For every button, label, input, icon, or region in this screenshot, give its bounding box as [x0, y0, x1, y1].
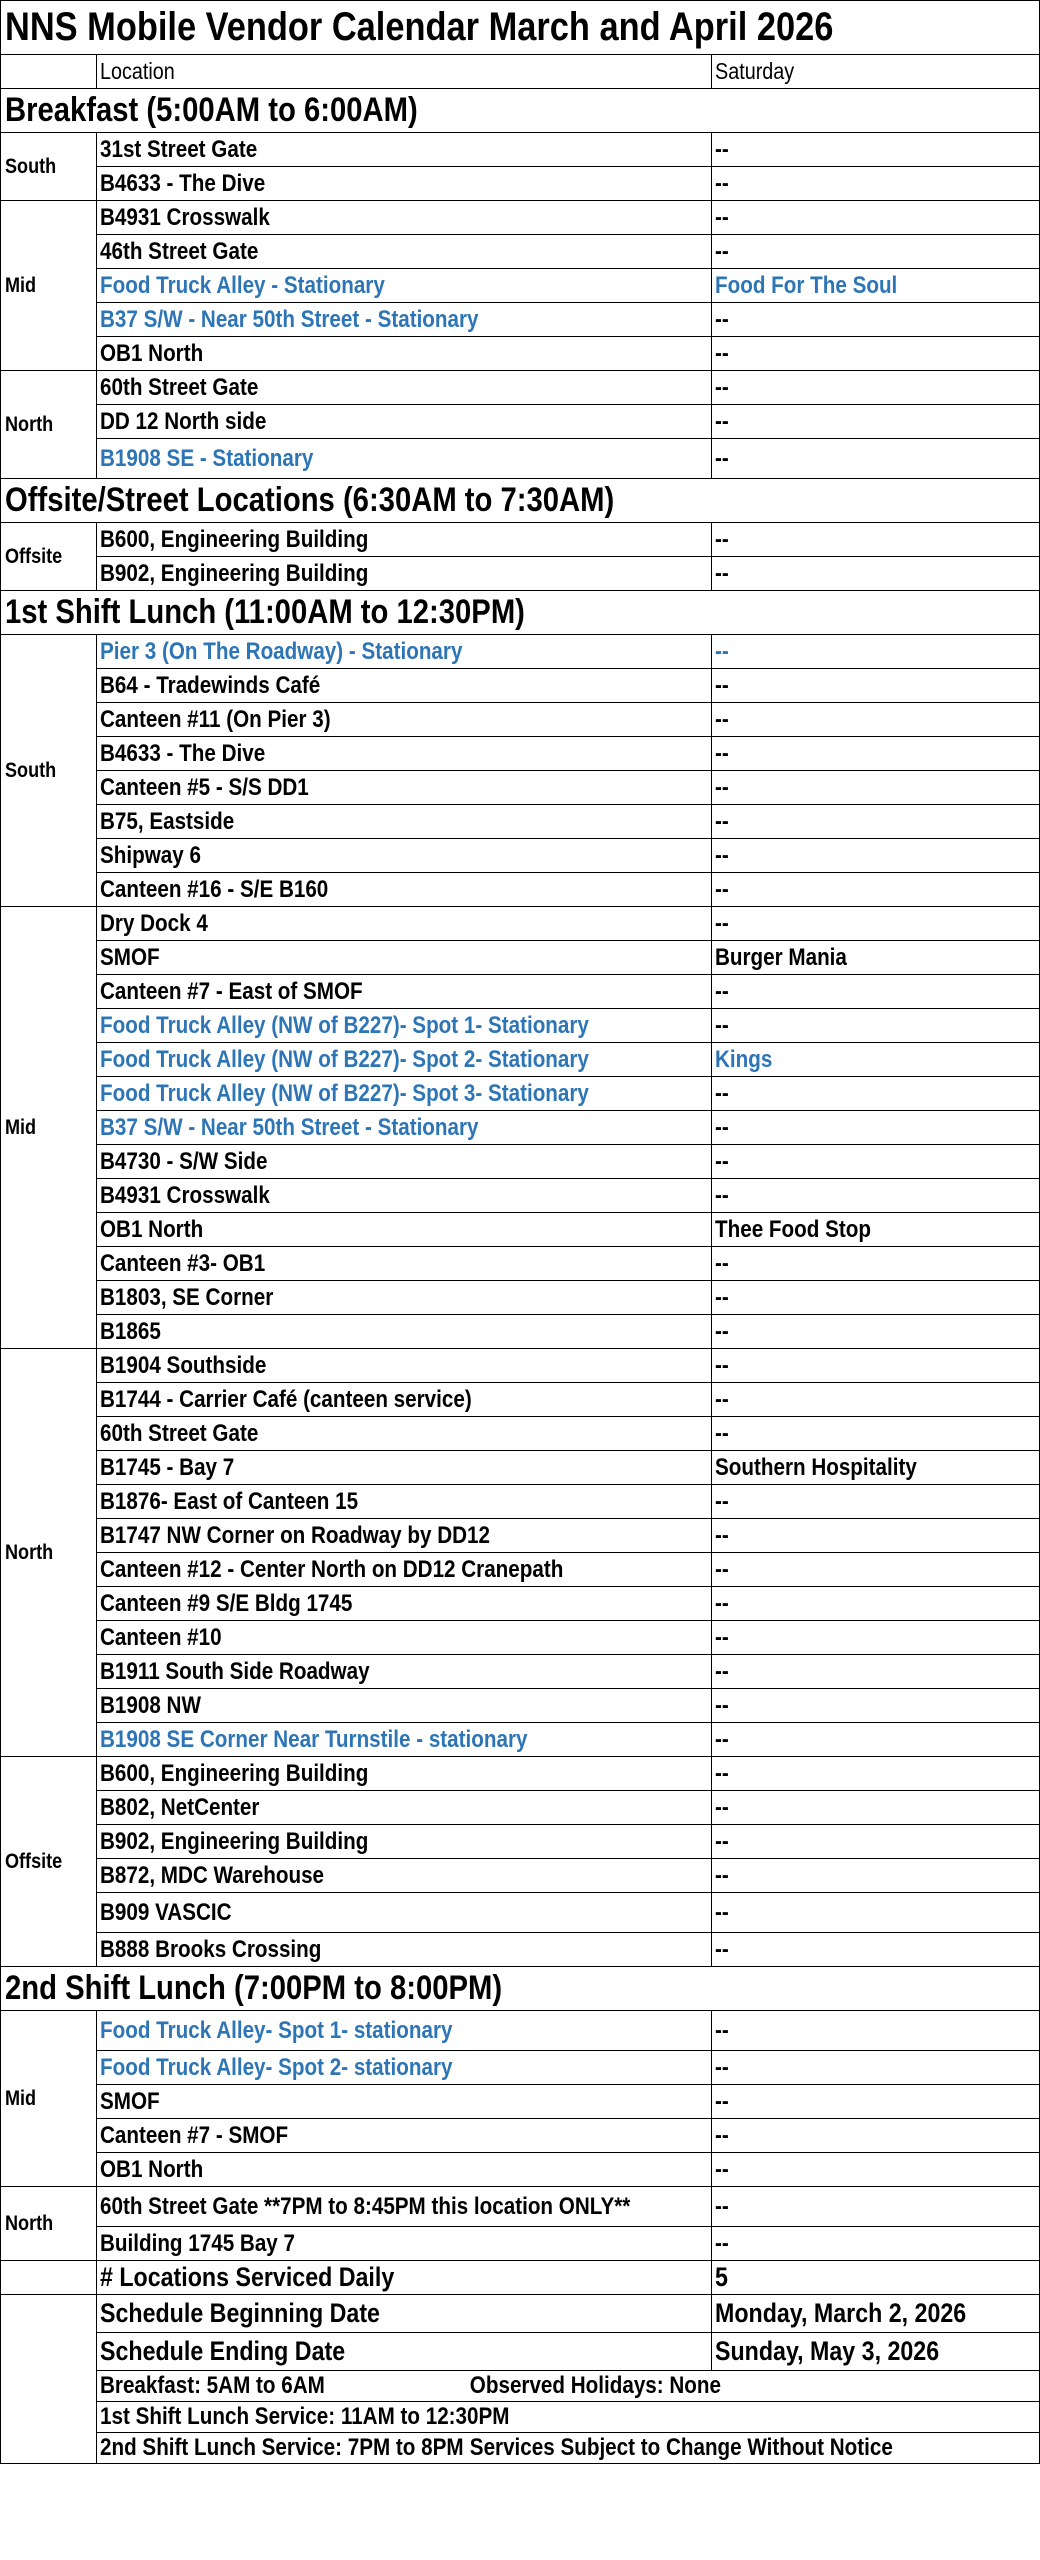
section-header-row — [1, 1967, 1040, 2011]
vendor-cell: -- — [712, 635, 1040, 669]
location-cell: B1911 South Side Roadway — [97, 1655, 712, 1689]
location-cell: B600, Engineering Building — [97, 1757, 712, 1791]
vendor-cell: Thee Food Stop — [712, 1213, 1040, 1247]
location-cell: SMOF — [97, 2085, 712, 2119]
vendor-cell: -- — [712, 405, 1040, 439]
vendor-cell: Kings — [712, 1043, 1040, 1077]
location-cell: Canteen #5 - S/S DD1 — [97, 771, 712, 805]
vendor-cell: -- — [712, 1111, 1040, 1145]
table-row — [1, 805, 1040, 839]
schedule-end-row — [1, 2333, 1040, 2371]
section-header-row — [1, 89, 1040, 133]
location-cell: Dry Dock 4 — [97, 907, 712, 941]
header-row — [1, 55, 1040, 89]
location-cell: B37 S/W - Near 50th Street - Stationary — [97, 303, 712, 337]
vendor-cell: -- — [712, 2051, 1040, 2085]
vendor-cell: -- — [712, 1757, 1040, 1791]
vendor-cell: -- — [712, 805, 1040, 839]
area-label: Mid — [1, 907, 97, 1349]
location-cell: B1747 NW Corner on Roadway by DD12 — [97, 1519, 712, 1553]
location-cell: B4633 - The Dive — [97, 167, 712, 201]
table-row — [1, 1893, 1040, 1933]
footer-breakfast-row-cell: Breakfast: 5AM to 6AM Observed Holidays: None — [97, 2371, 1040, 2402]
location-cell: B75, Eastside — [97, 805, 712, 839]
location-cell: Canteen #7 - SMOF — [97, 2119, 712, 2153]
vendor-cell: -- — [712, 1933, 1040, 1967]
table-row — [1, 1281, 1040, 1315]
area-label: Mid — [1, 2011, 97, 2187]
location-cell: Food Truck Alley- Spot 1- stationary — [97, 2011, 712, 2051]
vendor-cell: -- — [712, 1145, 1040, 1179]
location-cell: B872, MDC Warehouse — [97, 1859, 712, 1893]
location-cell: B902, Engineering Building — [97, 557, 712, 591]
location-cell: B1908 SE Corner Near Turnstile - stationary — [97, 1723, 712, 1757]
footer-breakfast-row — [1, 2371, 1040, 2402]
area-label: South — [1, 635, 97, 907]
table-row — [1, 1383, 1040, 1417]
location-cell: OB1 North — [97, 1213, 712, 1247]
location-cell: Canteen #9 S/E Bldg 1745 — [97, 1587, 712, 1621]
table-row — [1, 1859, 1040, 1893]
locations-count-value: 5 — [712, 2261, 1040, 2295]
vendor-cell: -- — [712, 2119, 1040, 2153]
table-row — [1, 1485, 1040, 1519]
vendor-cell: -- — [712, 557, 1040, 591]
vendor-cell: -- — [712, 873, 1040, 907]
location-cell: B909 VASCIC — [97, 1893, 712, 1933]
location-cell: B4931 Crosswalk — [97, 201, 712, 235]
table-row — [1, 557, 1040, 591]
vendor-cell: -- — [712, 1315, 1040, 1349]
header-location: Location — [97, 55, 712, 89]
vendor-cell: -- — [712, 201, 1040, 235]
table-row — [1, 1621, 1040, 1655]
vendor-cell: -- — [712, 1587, 1040, 1621]
vendor-cell: Southern Hospitality — [712, 1451, 1040, 1485]
schedule-begin-value: Monday, March 2, 2026 — [712, 2295, 1040, 2333]
location-cell: Canteen #7 - East of SMOF — [97, 975, 712, 1009]
schedule-end-label: Schedule Ending Date — [97, 2333, 712, 2371]
vendor-cell: -- — [712, 1519, 1040, 1553]
location-cell: OB1 North — [97, 337, 712, 371]
location-cell: 60th Street Gate — [97, 1417, 712, 1451]
vendor-cell: -- — [712, 167, 1040, 201]
location-cell: B1803, SE Corner — [97, 1281, 712, 1315]
area-label: Offsite — [1, 1757, 97, 1967]
vendor-cell: -- — [712, 1179, 1040, 1213]
location-cell: B1876- East of Canteen 15 — [97, 1485, 712, 1519]
table-row — [1, 1519, 1040, 1553]
table-row — [1, 975, 1040, 1009]
table-row — [1, 1417, 1040, 1451]
table-row — [1, 1145, 1040, 1179]
summary-side-cell — [1, 2295, 97, 2464]
vendor-cell: -- — [712, 1009, 1040, 1043]
table-row — [1, 1315, 1040, 1349]
location-cell: B802, NetCenter — [97, 1791, 712, 1825]
location-cell: OB1 North — [97, 2153, 712, 2187]
vendor-calendar-body — [1, 1, 1040, 2464]
vendor-cell: -- — [712, 371, 1040, 405]
location-cell: Canteen #3- OB1 — [97, 1247, 712, 1281]
schedule-begin-row — [1, 2295, 1040, 2333]
location-cell: B888 Brooks Crossing — [97, 1933, 712, 1967]
vendor-cell: -- — [712, 2011, 1040, 2051]
vendor-cell: -- — [712, 1621, 1040, 1655]
table-row — [1, 1655, 1040, 1689]
table-row — [1, 635, 1040, 669]
vendor-cell: Food For The Soul — [712, 269, 1040, 303]
vendor-cell: -- — [712, 1825, 1040, 1859]
vendor-cell: -- — [712, 1485, 1040, 1519]
table-row — [1, 1213, 1040, 1247]
location-cell: SMOF — [97, 941, 712, 975]
table-row — [1, 941, 1040, 975]
title-row — [1, 1, 1040, 55]
locations-count-row — [1, 2261, 1040, 2295]
vendor-cell: -- — [712, 1383, 1040, 1417]
vendor-cell: -- — [712, 975, 1040, 1009]
table-row — [1, 2085, 1040, 2119]
vendor-cell: -- — [712, 1655, 1040, 1689]
location-cell: B4730 - S/W Side — [97, 1145, 712, 1179]
location-cell: DD 12 North side — [97, 405, 712, 439]
location-cell: 60th Street Gate **7PM to 8:45PM this location ONLY** — [97, 2187, 712, 2227]
table-row — [1, 703, 1040, 737]
vendor-cell: -- — [712, 1417, 1040, 1451]
vendor-cell: -- — [712, 703, 1040, 737]
location-cell: Food Truck Alley - Stationary — [97, 269, 712, 303]
vendor-cell: -- — [712, 2227, 1040, 2261]
location-cell: B37 S/W - Near 50th Street - Stationary — [97, 1111, 712, 1145]
table-row — [1, 669, 1040, 703]
table-row — [1, 2119, 1040, 2153]
locations-count-label: # Locations Serviced Daily — [97, 2261, 712, 2295]
vendor-cell: -- — [712, 737, 1040, 771]
location-cell: B1904 Southside — [97, 1349, 712, 1383]
vendor-cell: -- — [712, 1553, 1040, 1587]
section-title: Breakfast (5:00AM to 6:00AM) — [1, 89, 1040, 133]
section-header-row — [1, 479, 1040, 523]
vendor-cell: -- — [712, 771, 1040, 805]
table-row — [1, 1791, 1040, 1825]
location-cell: 31st Street Gate — [97, 133, 712, 167]
vendor-cell: -- — [712, 1281, 1040, 1315]
location-cell: Canteen #11 (On Pier 3) — [97, 703, 712, 737]
table-row — [1, 1247, 1040, 1281]
table-row — [1, 1825, 1040, 1859]
location-cell: B1908 SE - Stationary — [97, 439, 712, 479]
table-row — [1, 337, 1040, 371]
header-saturday: Saturday — [712, 55, 1040, 89]
location-cell: Canteen #16 - S/E B160 — [97, 873, 712, 907]
section-header-row — [1, 591, 1040, 635]
location-cell: Food Truck Alley- Spot 2- stationary — [97, 2051, 712, 2085]
section-title: 2nd Shift Lunch (7:00PM to 8:00PM) — [1, 1967, 1040, 2011]
schedule-begin-label: Schedule Beginning Date — [97, 2295, 712, 2333]
location-cell: Shipway 6 — [97, 839, 712, 873]
vendor-cell: -- — [712, 1077, 1040, 1111]
table-row — [1, 1043, 1040, 1077]
table-row — [1, 523, 1040, 557]
table-row — [1, 269, 1040, 303]
area-label: Mid — [1, 201, 97, 371]
table-row — [1, 1349, 1040, 1383]
footer-first-shift-row-cell: 1st Shift Lunch Service: 11AM to 12:30PM — [97, 2402, 1040, 2433]
location-cell: Pier 3 (On The Roadway) - Stationary — [97, 635, 712, 669]
table-row — [1, 1077, 1040, 1111]
table-row — [1, 2011, 1040, 2051]
location-cell: 46th Street Gate — [97, 235, 712, 269]
table-row — [1, 839, 1040, 873]
header-blank-cell — [1, 55, 97, 89]
vendor-cell: -- — [712, 1791, 1040, 1825]
vendor-cell: -- — [712, 839, 1040, 873]
table-row — [1, 201, 1040, 235]
location-cell: Food Truck Alley (NW of B227)- Spot 1- Stationary — [97, 1009, 712, 1043]
vendor-cell: -- — [712, 1689, 1040, 1723]
vendor-cell: -- — [712, 1859, 1040, 1893]
table-row — [1, 873, 1040, 907]
vendor-cell: -- — [712, 1349, 1040, 1383]
table-row — [1, 1689, 1040, 1723]
area-label: Offsite — [1, 523, 97, 591]
vendor-cell: -- — [712, 2085, 1040, 2119]
page-title: NNS Mobile Vendor Calendar March and April 2026 — [1, 1, 1040, 55]
location-cell: Canteen #12 - Center North on DD12 Cranepath — [97, 1553, 712, 1587]
location-cell: Food Truck Alley (NW of B227)- Spot 3- Stationary — [97, 1077, 712, 1111]
table-row — [1, 1723, 1040, 1757]
vendor-cell: -- — [712, 2153, 1040, 2187]
table-row — [1, 1451, 1040, 1485]
vendor-cell: -- — [712, 303, 1040, 337]
table-row — [1, 771, 1040, 805]
location-cell: B1745 - Bay 7 — [97, 1451, 712, 1485]
location-cell: Building 1745 Bay 7 — [97, 2227, 712, 2261]
location-cell: 60th Street Gate — [97, 371, 712, 405]
table-row — [1, 371, 1040, 405]
section-title: 1st Shift Lunch (11:00AM to 12:30PM) — [1, 591, 1040, 635]
table-row — [1, 1009, 1040, 1043]
location-cell: B1865 — [97, 1315, 712, 1349]
vendor-cell: Burger Mania — [712, 941, 1040, 975]
section-title: Offsite/Street Locations (6:30AM to 7:30AM) — [1, 479, 1040, 523]
location-cell: B902, Engineering Building — [97, 1825, 712, 1859]
table-row — [1, 2187, 1040, 2227]
table-row — [1, 1553, 1040, 1587]
vendor-cell: -- — [712, 2187, 1040, 2227]
table-row — [1, 1587, 1040, 1621]
vendor-cell: -- — [712, 907, 1040, 941]
vendor-cell: -- — [712, 669, 1040, 703]
area-label: South — [1, 133, 97, 201]
table-row — [1, 737, 1040, 771]
location-cell: B1908 NW — [97, 1689, 712, 1723]
location-cell: Food Truck Alley (NW of B227)- Spot 2- Stationary — [97, 1043, 712, 1077]
table-row — [1, 303, 1040, 337]
summary-blank-cell — [1, 2261, 97, 2295]
area-label: North — [1, 1349, 97, 1757]
location-cell: Canteen #10 — [97, 1621, 712, 1655]
table-row — [1, 235, 1040, 269]
area-label: North — [1, 2187, 97, 2261]
footer-second-shift-row — [1, 2433, 1040, 2464]
vendor-cell: -- — [712, 1247, 1040, 1281]
table-row — [1, 405, 1040, 439]
vendor-cell: -- — [712, 235, 1040, 269]
area-label: North — [1, 371, 97, 479]
schedule-end-value: Sunday, May 3, 2026 — [712, 2333, 1040, 2371]
footer-second-shift-row-cell: 2nd Shift Lunch Service: 7PM to 8PM Services Subject to Change Without Notice — [97, 2433, 1040, 2464]
table-row — [1, 167, 1040, 201]
location-cell: B4633 - The Dive — [97, 737, 712, 771]
table-row — [1, 133, 1040, 167]
vendor-cell: -- — [712, 337, 1040, 371]
table-row — [1, 1933, 1040, 1967]
vendor-cell: -- — [712, 523, 1040, 557]
location-cell: B600, Engineering Building — [97, 523, 712, 557]
table-row — [1, 907, 1040, 941]
vendor-cell: -- — [712, 439, 1040, 479]
table-row — [1, 2051, 1040, 2085]
table-row — [1, 1757, 1040, 1791]
vendor-cell: -- — [712, 1893, 1040, 1933]
table-row — [1, 439, 1040, 479]
vendor-cell: -- — [712, 1723, 1040, 1757]
table-row — [1, 2227, 1040, 2261]
footer-first-shift-row — [1, 2402, 1040, 2433]
vendor-cell: -- — [712, 133, 1040, 167]
table-row — [1, 1179, 1040, 1213]
location-cell: B4931 Crosswalk — [97, 1179, 712, 1213]
location-cell: B1744 - Carrier Café (canteen service) — [97, 1383, 712, 1417]
location-cell: B64 - Tradewinds Café — [97, 669, 712, 703]
table-row — [1, 2153, 1040, 2187]
table-row — [1, 1111, 1040, 1145]
